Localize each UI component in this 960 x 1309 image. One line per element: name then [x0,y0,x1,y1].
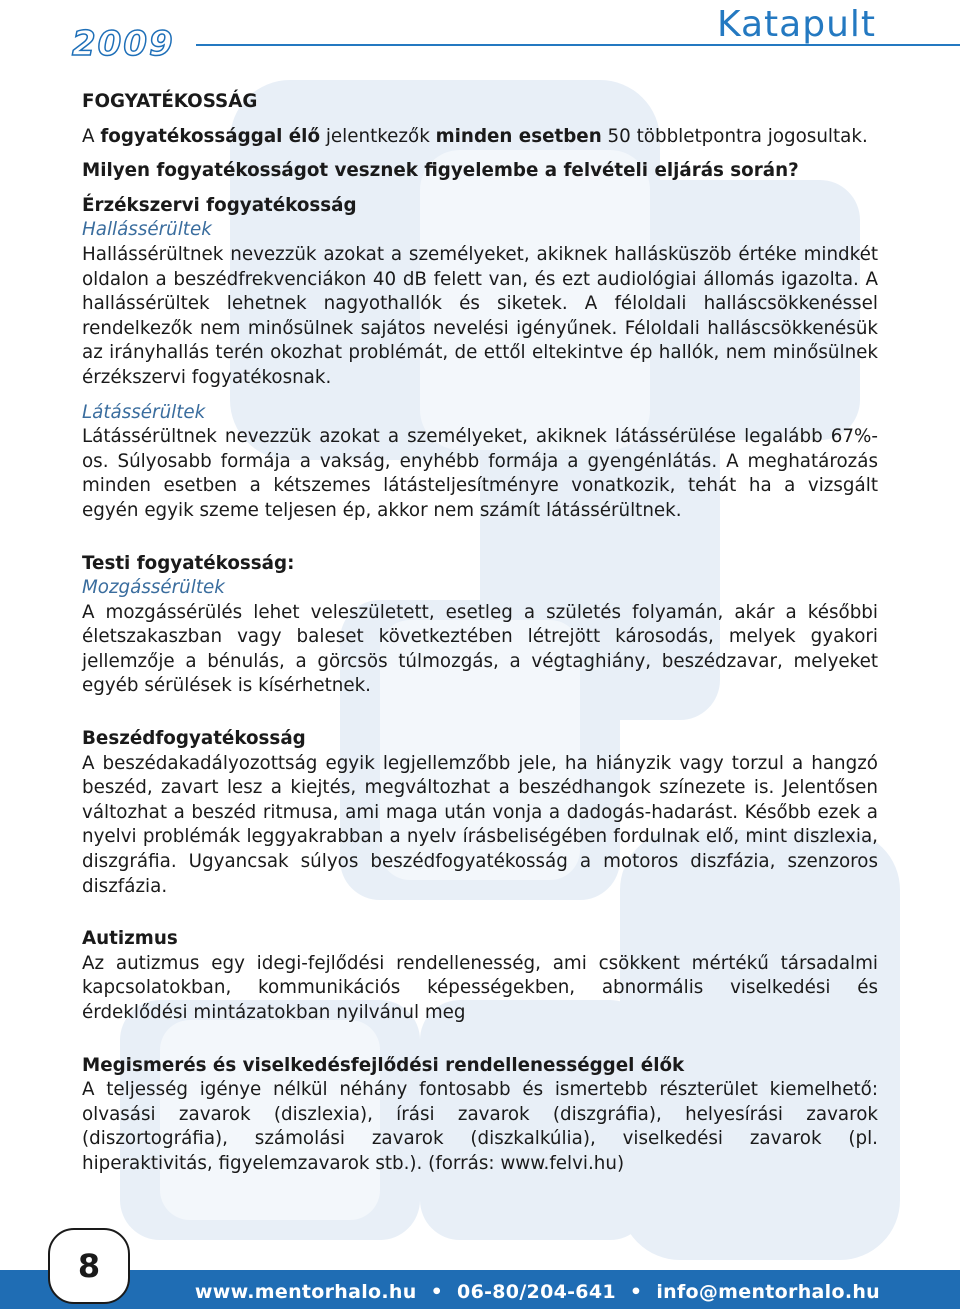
year-logo: 2009 [72,24,175,64]
paragraph-mozgasserultek: A mozgássérülés lehet veleszületett, esetleg a születés folyamán, akár a későbbi életszakaszban vagy baleset következtében létrejött károsodás, melyek gyakori jellemzője a bénulás, a görcsös túlmozgás, a végtaghiány, beszédzavar, melyeket egyéb sérülések is kísérhetnek. [82,601,878,697]
section-title-autizmus: Autizmus [82,928,178,950]
paragraph-hallasserultek: Hallássérültnek nevezzük azokat a személyeket, akiknek hallásküszöb értéke mindkét oldalon a beszédfrekvenciákon 40 dB felett van, és ezt audiológiai állomás igazolta. A hallássérültek lehetnek nagyothallók és siketek. A féloldali halláscsökkenéssel rendelkezők nem minősülnek sajátos nevelési igényűnek. Féloldali halláscsökkenésük az irányhallás terén okozhat problémát, de ettől eltekintve ép hallók, nem minősülnek érzékszervi fogyatékosnak. [82,243,878,388]
section-title-testi: Testi fogyatékosság: [82,552,295,574]
footer-contact [195,1281,880,1303]
section-title-fogyatekossag: FOGYATÉKOSSÁG [82,91,258,112]
brand-logo: Katapult [717,4,876,45]
subheading-hallasserultek: Hallássérültek [82,219,212,241]
footer-phone: 06-80/204-641 [457,1281,616,1303]
page-header [0,0,960,64]
intro-text-b: jelentkezők [320,125,436,147]
question-heading: Milyen fogyatékosságot vesznek figyelembe a felvételi eljárás során? [82,160,799,182]
section-title-erzekszervi: Érzékszervi fogyatékosság [82,194,357,216]
intro-paragraph [82,125,878,150]
intro-emphasis-a: fogyatékossággal élő [100,125,321,147]
footer-separator-1: • [430,1281,444,1303]
intro-text-c: 50 többletpontra jogosultak. [601,125,868,147]
footer-email: info@mentorhalo.hu [656,1281,880,1303]
document-body [82,90,878,1177]
footer-separator-2: • [629,1281,643,1303]
footer-website: www.mentorhalo.hu [194,1281,417,1303]
paragraph-autizmus: Az autizmus egy idegi-fejlődési rendellenesség, ami csökkent mértékű társadalmi kapcsolatokban, kommunikációs képességekben, abnormális viselkedési és érdeklődési mintázatokban nyilvánul meg [82,952,878,1023]
subheading-latasserultek: Látássérültek [82,401,206,423]
intro-text-a: A [82,125,101,147]
section-title-beszedfogyatekossag: Beszédfogyatékosság [82,728,306,750]
section-title-megismeres: Megismerés és viselkedésfejlődési rendellenességgel élők [82,1054,685,1076]
intro-emphasis-b: minden esetben [435,125,602,147]
paragraph-beszedfogyatekossag: A beszédakadályozottság egyik legjellemzőbb jele, ha hiányzik vagy torzul a hangzó beszéd, zavart lesz a kiejtés, megváltozhat a beszédhangok színezete is. Jelentősen változhat a beszéd ritmusa, ami maga után vonja a dadogás-hadarást. Később ezek a nyelvi problémák leggyakrabban a nyelv írásbeliségében fordulnak elő, mint diszlexia, diszgráfia. Ugyancsak súlyos beszédfogyatékosság a motoros diszfázia, szenzoros diszfázia. [82,752,878,897]
paragraph-megismeres: A teljesség igénye nélkül néhány fontosabb és ismertebb részterület kiemelhető: olvasási zavarok (diszlexia), írási zavarok (diszgráfia), helyesírási zavarok (diszortográfia), számolási zavarok (diszkalkúlia), viselkedési zavarok (pl. hiperaktivitás, figyelemzavarok stb.). (forrás: www.felvi.hu) [82,1079,878,1174]
page-number: 8 [48,1228,130,1304]
subheading-mozgasserultek: Mozgássérültek [82,577,225,599]
paragraph-latasserultek: Látássérültnek nevezzük azokat a személyeket, akiknek látássérülése legalább 67%-os. Súlyosabb formája a vakság, enyhébb formája a gyengénlátás. A meghatározás minden esetben a kétszemes látásteljesítményre vonatkozik, tehát ha a vizsgált egyén egyik szeme teljesen ép, akkor nem számít látássérültnek. [82,426,878,521]
